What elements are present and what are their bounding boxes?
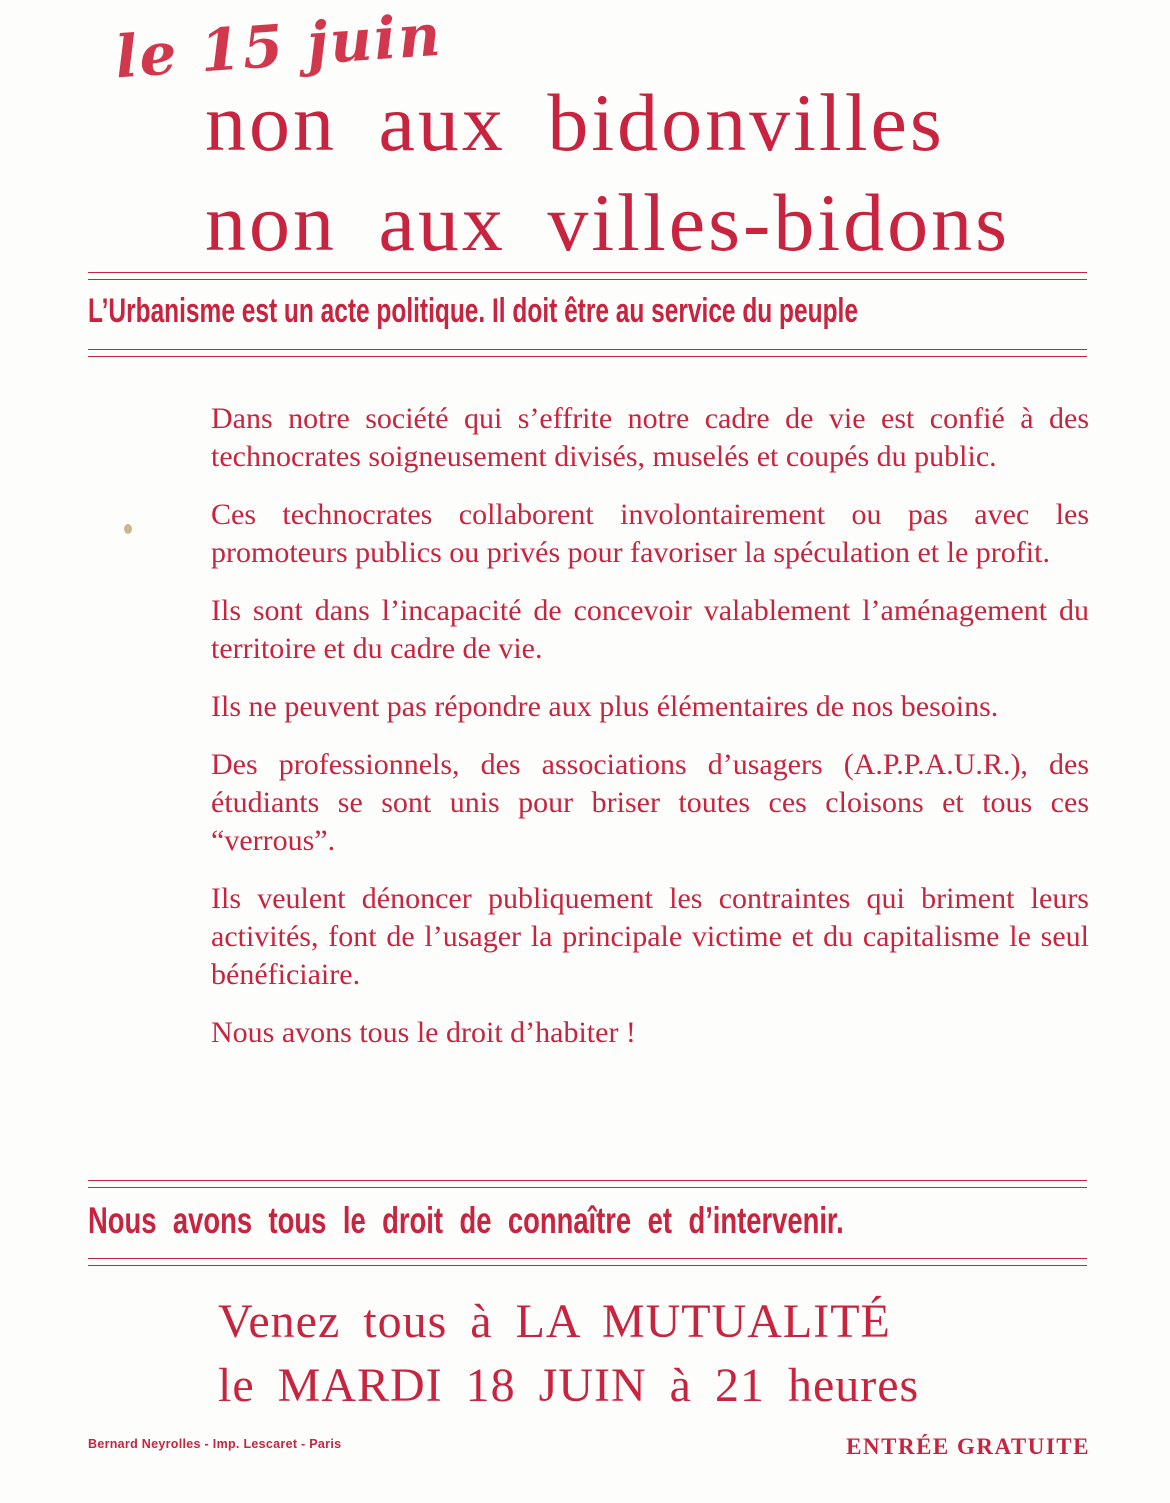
title-line-2: non aux villes-bidons [205, 177, 1011, 268]
slogan-bottom: Nous avons tous le droit de connaître et d’intervenir. [88, 1200, 844, 1241]
paragraph: Ils veulent dénoncer publiquement les contraintes qui briment leurs activités, font de l’usager la principale victime et du capitalisme le seul bénéficiaire. [211, 882, 1089, 991]
paragraph: Ils ne peuvent pas répondre aux plus élémentaires de nos besoins. [211, 690, 999, 723]
title-line-1: non aux bidonvilles [205, 77, 945, 168]
body-text [211, 400, 1089, 1072]
printer-credit: Bernard Neyrolles - Imp. Lescaret - Paris [88, 1437, 342, 1451]
handwritten-date-annotation: le 15 juin [113, 0, 445, 92]
paragraph: Ces technocrates collaborent involontairement ou pas avec les promoteurs publics ou privés pour favoriser la spéculation et le profit. [211, 498, 1089, 569]
paragraph: Des professionnels, des associations d’usagers (A.P.P.A.U.R.), des étudiants se sont unis pour briser toutes ces cloisons et tous ces “verrous”. [211, 748, 1089, 857]
free-entry-notice: ENTRÉE GRATUITE [846, 1434, 1090, 1459]
paper-stain [124, 524, 132, 534]
double-rule-divider [88, 1180, 1087, 1188]
double-rule-divider [88, 272, 1087, 280]
double-rule-divider [88, 1258, 1087, 1266]
venue-line-1: Venez tous à LA MUTUALITÉ [218, 1295, 891, 1348]
venue-line-2: le MARDI 18 JUIN à 21 heures [218, 1359, 920, 1412]
paragraph: Dans notre société qui s’effrite notre cadre de vie est confié à des technocrates soigneusement divisés, muselés et coupés du public. [211, 402, 1089, 473]
double-rule-divider [88, 349, 1087, 357]
paragraph: Nous avons tous le droit d’habiter ! [211, 1016, 636, 1049]
paragraph: Ils sont dans l’incapacité de concevoir valablement l’aménagement du territoire et du cadre de vie. [211, 594, 1089, 665]
slogan-top: L’Urbanisme est un acte politique. Il doit être au service du peuple [88, 292, 858, 330]
